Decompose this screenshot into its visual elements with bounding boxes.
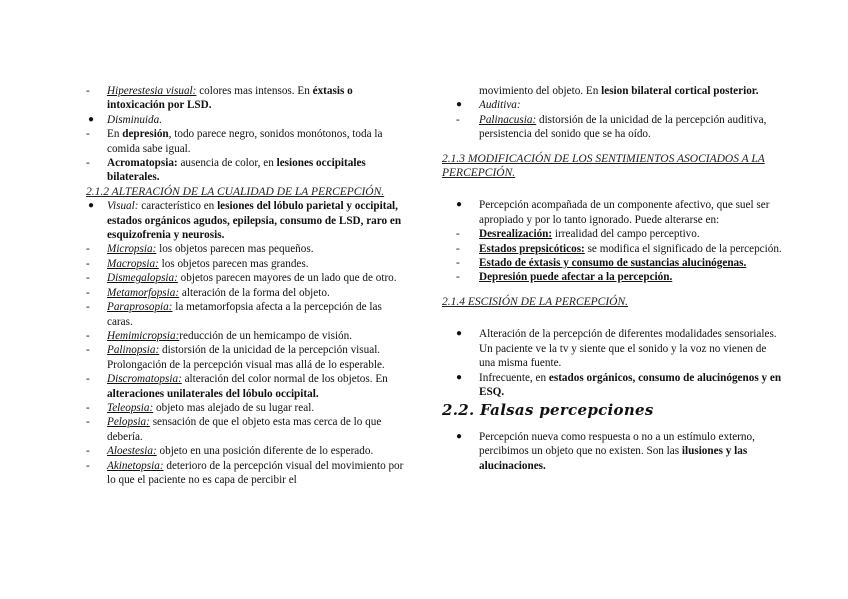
- list-item-nueva: ● Percepción nueva como respuesta o no a un estímulo externo, percibimos un objeto que no existen. Son las ilusiones y las alucinaciones.: [456, 430, 755, 472]
- list-item-disminuida: ● Disminuida.: [88, 113, 163, 126]
- bullet-marker: ●: [88, 200, 95, 212]
- list-item: - Akinetopsia: deterioro de la percepción visual del movimiento por lo que el paciente no es capa de percibir el: [86, 459, 404, 486]
- dash-marker: -: [86, 85, 90, 97]
- bullet-marker: ●: [88, 113, 95, 125]
- list-item: - Micropsia: los objetos parecen mas pequeños.: [86, 243, 314, 256]
- list-item: - Palinopsia: distorsión de la unicidad de la percepción visual. Prolongación de la percepción visual mas allá de lo esperable.: [86, 344, 385, 371]
- section-heading-22: 2.2. Falsas percepciones: [442, 401, 654, 420]
- list-item: - Pelopsia: sensación de que el objeto esta mas cerca de lo que debería.: [86, 416, 382, 443]
- list-item-alteracion: ● Alteración de la percepción de diferentes modalidades sensoriales. Un paciente ve la tv y siente que el sonido y la voz no vienen de una misma fuente.: [456, 328, 777, 370]
- left-column: [86, 84, 408, 487]
- list-item: - Hemimicropsia:reducción de un hemicampo de visión.: [86, 329, 353, 342]
- list-item-infrecuente: ● Infrecuente, en estados orgánicos, consumo de alucinógenos y en ESQ.: [456, 371, 782, 398]
- right-column: [442, 84, 782, 473]
- dash-marker: -: [86, 128, 90, 141]
- list-item-percepcion-afectivo: ● Percepción acompañada de un componente afectivo, que suel ser apropiado y por lo tanto ignorado. Puede alterarse en:: [456, 199, 770, 226]
- term: Hiperestesia visual:: [107, 85, 197, 97]
- list-item: - Paraprosopia: la metamorfopsia afecta a la percepción de las caras.: [86, 301, 382, 328]
- section-heading-213: 2.1.3 MODIFICACIÓN DE LOS SENTIMIENTOS ASOCIADOS A LA PERCEPCIÓN.: [442, 152, 765, 180]
- list-item-discromatopsia: - Discromatopsia: alteración del color normal de los objetos. En alteraciones unilaterales del lóbulo occipital.: [86, 373, 388, 400]
- list-item: - Metamorfopsia: alteración de la forma del objeto.: [86, 286, 330, 299]
- list-item: - Teleopsia: objeto mas alejado de su lugar real.: [86, 401, 315, 414]
- list-item-depresion-afecta: - Depresión puede afectar a la percepción.: [456, 271, 673, 284]
- list-item-hiperestesia: - Hiperestesia visual: colores mas intensos. En éxtasis o intoxicación por LSD.: [86, 85, 353, 112]
- bullet-marker: ●: [456, 371, 463, 383]
- list-item-desrealizacion: - Desrealización: irrealidad del campo perceptivo.: [456, 228, 700, 241]
- list-item: - Aloestesia: objeto en una posición diferente de lo esperado.: [86, 445, 374, 458]
- section-heading-212: 2.1.2 ALTERACIÓN DE LA CUALIDAD DE LA PERCEPCIÓN.: [86, 185, 385, 198]
- list-item-auditiva: ● Auditiva:: [456, 99, 521, 112]
- list-item: - Macropsia: los objetos parecen mas grandes.: [86, 257, 309, 270]
- dash-marker: -: [86, 157, 90, 170]
- list-item-palinacusia: - Palinacusia: distorsión de la unicidad de la percepción auditiva, persistencia del sonido que se ha oído.: [456, 113, 767, 141]
- list-item: - Dismegalopsia: objetos parecen mayores de un lado que de otro.: [86, 272, 397, 285]
- section-heading-214: 2.1.4 ESCISIÓN DE LA PERCEPCIÓN.: [442, 295, 629, 308]
- bullet-marker: ●: [456, 328, 463, 340]
- list-item-depresion: - En depresión, todo parece negro, sonidos monótonos, toda la comida sabe igual.: [86, 128, 383, 155]
- continuation-text: movimiento del objeto. En lesion bilateral cortical posterior.: [479, 85, 759, 97]
- list-item-acromatopsia: - Acromatopsia: ausencia de color, en lesiones occipitales bilaterales.: [86, 157, 366, 184]
- dash-marker: -: [456, 113, 460, 126]
- list-item-visual: ● Visual: característico en lesiones del lóbulo parietal y occipital, estados orgánicos agudos, epilepsia, consumo de LSD, raro en esquizofrenia y neurosis.: [88, 200, 402, 242]
- bullet-marker: ●: [456, 199, 463, 211]
- visual-list: [86, 242, 408, 487]
- bullet-marker: ●: [456, 99, 463, 111]
- list-item-prepsicoticos: - Estados prepsicóticos: se modifica el significado de la percepción.: [456, 242, 782, 255]
- bullet-marker: ●: [456, 430, 463, 442]
- list-item-extasis: - Estado de éxtasis y consumo de sustancias alucinógenas.: [456, 257, 747, 270]
